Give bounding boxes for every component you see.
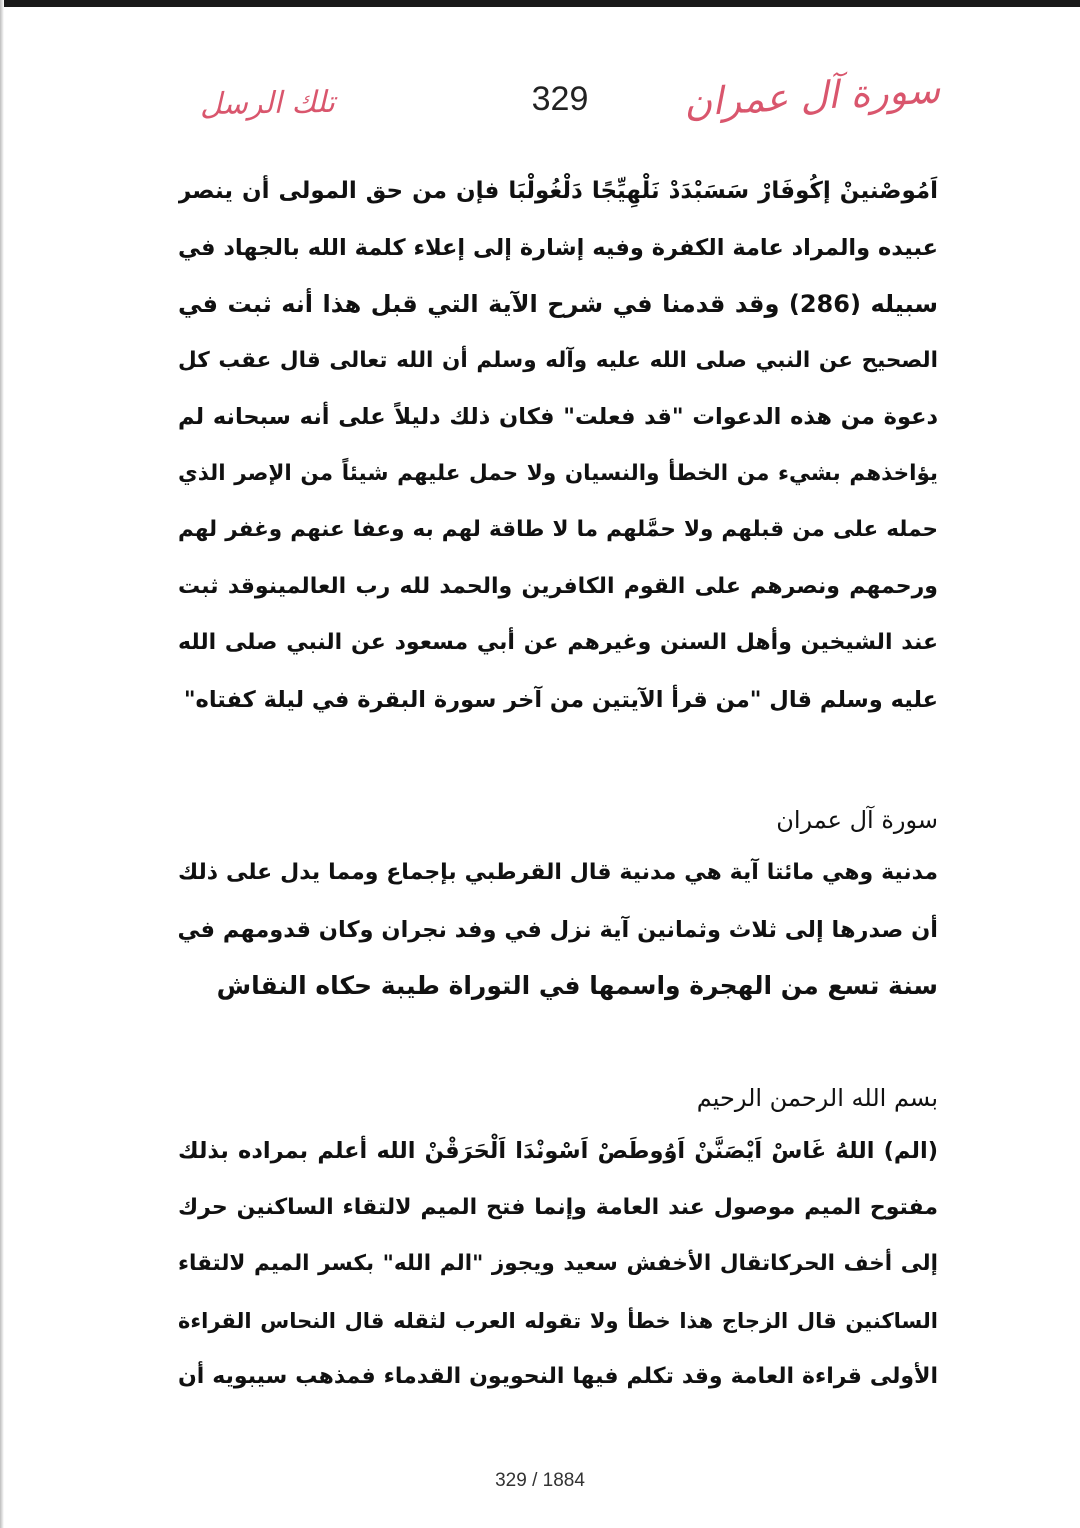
- page-counter: 329 / 1884: [495, 1470, 585, 1491]
- text-line: عند الشيخين وأهل السنن وغيرهم عن أبي مسعود عن النبي صلى الله: [178, 630, 938, 655]
- page-number: 329: [531, 80, 589, 118]
- basmala-section: [178, 1073, 938, 1406]
- text-line: الأولى قراءة العامة وقد تكلم فيها النحويون القدماء فمذهب سيبويه أن: [178, 1364, 938, 1389]
- text-line: أن صدرها إلى ثلاث وثمانين آية نزل في وفد نجران وكان قدومهم في: [178, 916, 938, 943]
- commentary-paragraph-1: [178, 163, 938, 728]
- surah-intro-section: [178, 795, 938, 1015]
- text-line: سنة تسع من الهجرة واسمها في التوراة طيبة حكاه النقاش: [216, 971, 938, 1000]
- page-header: [180, 67, 960, 140]
- text-line: ورحمهم ونصرهم على القوم الكافرين والحمد لله رب العالمينوقد ثبت: [178, 573, 938, 599]
- text-line: سبيله (286) وقد قدمنا في شرح الآية التي قبل هذا أنه ثبت في: [178, 290, 938, 318]
- text-line: إلى أخف الحركاتقال الأخفش سعيد ويجوز "الم الله" بكسر الميم لالتقاء: [178, 1251, 938, 1276]
- text-line: (الم) اللهُ غَاسْ اَيْصَنَّنْ اَوُوطَصْ اَسْونْدَا اَلْحَرَقْنْ الله أعلم بمراده بذلك: [178, 1138, 938, 1164]
- text-line: مدنية وهي مائتا آية هي مدنية قال القرطبي بإجماع ومما يدل على ذلك: [178, 860, 938, 885]
- text-line: حمله على من قبلهم ولا حمَّلهم ما لا طاقة لهم به وعفا عنهم وغفر لهم: [178, 517, 938, 542]
- text-line: يؤاخذهم بشيء من الخطأ والنسيان ولا حمل عليهم شيئاً من الإصر الذي: [178, 460, 938, 486]
- surah-heading: سورة آل عمران: [776, 806, 938, 834]
- handwritten-juz-label: تلك الرسل: [199, 84, 336, 123]
- text-line: الصحيح عن النبي صلى الله عليه وآله وسلم أن الله تعالى قال عقب كل: [178, 347, 938, 373]
- text-line: مفتوح الميم موصول عند العامة وإنما فتح الميم لالتقاء الساكنين حرك: [178, 1194, 938, 1220]
- text-line: اَمُوصْنينْ إكُوفَارْ سَسَبْدَدْ نَلْهِيِّجًا دَلْغُولْبَا فإن من حق المولى أن ينصر: [178, 178, 938, 204]
- scan-top-edge: [0, 0, 1080, 7]
- text-line: عليه وسلم قال "من قرأ الآيتين من آخر سورة البقرة في ليلة كفتاه": [183, 686, 938, 713]
- text-line: دعوة من هذه الدعوات "قد فعلت" فكان ذلك دليلاً على أنه سبحانه لم: [178, 404, 938, 430]
- text-line: عبيده والمراد عامة الكفرة وفيه إشارة إلى إعلاء كلمة الله بالجهاد في: [178, 234, 938, 261]
- text-line: الساكنين قال الزجاج هذا خطأ ولا تقوله العرب لثقله قال النحاس القراءة: [178, 1308, 938, 1333]
- basmala-heading: بسم الله الرحمن الرحيم: [696, 1084, 938, 1112]
- scan-left-edge: [0, 0, 4, 1528]
- handwritten-surah-label: سورة آل عمران: [682, 67, 941, 125]
